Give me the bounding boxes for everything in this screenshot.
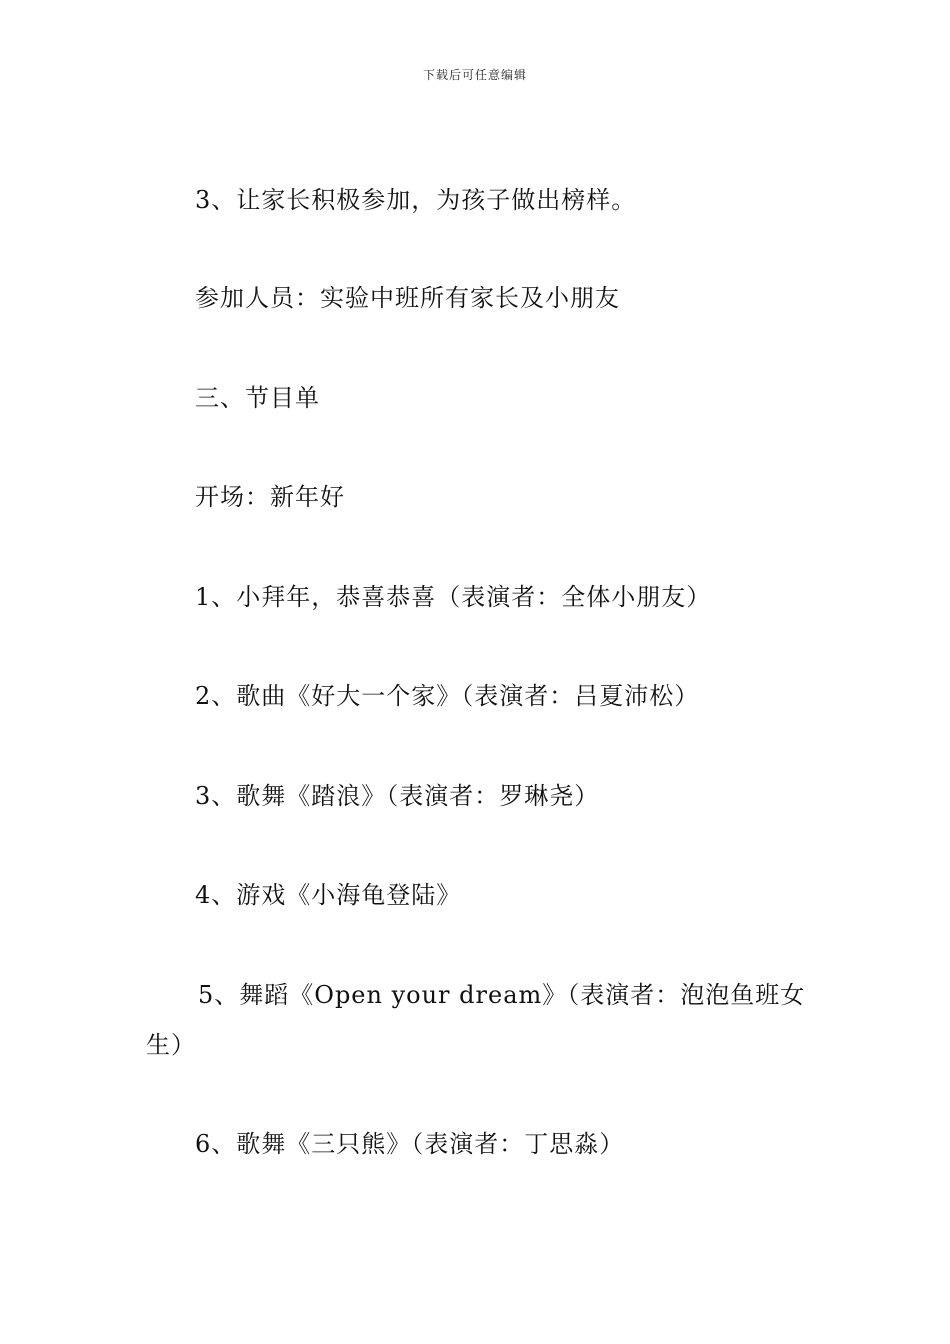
program-item-3: 3、歌舞《踏浪》（表演者：罗琳尧） — [195, 782, 600, 810]
section-heading-program: 三、节目单 — [195, 384, 320, 412]
program-item-1: 1、小拜年，恭喜恭喜（表演者：全体小朋友） — [195, 583, 712, 611]
goal-item-3: 3、让家长积极参加，为孩子做出榜样。 — [195, 186, 637, 214]
program-item-5: 5、舞蹈《Open your dream》（表演者：泡泡鱼班女 — [198, 981, 806, 1009]
program-opening: 开场：新年好 — [195, 483, 345, 511]
program-item-5-continuation: 生） — [146, 1031, 196, 1059]
header-note: 下载后可任意编辑 — [422, 68, 527, 82]
participants-line: 参加人员：实验中班所有家长及小朋友 — [195, 284, 620, 312]
program-item-4: 4、游戏《小海龟登陆》 — [195, 881, 462, 909]
program-item-2: 2、歌曲《好大一个家》（表演者：吕夏沛松） — [195, 682, 700, 710]
program-item-6: 6、歌舞《三只熊》（表演者：丁思淼） — [195, 1130, 625, 1158]
